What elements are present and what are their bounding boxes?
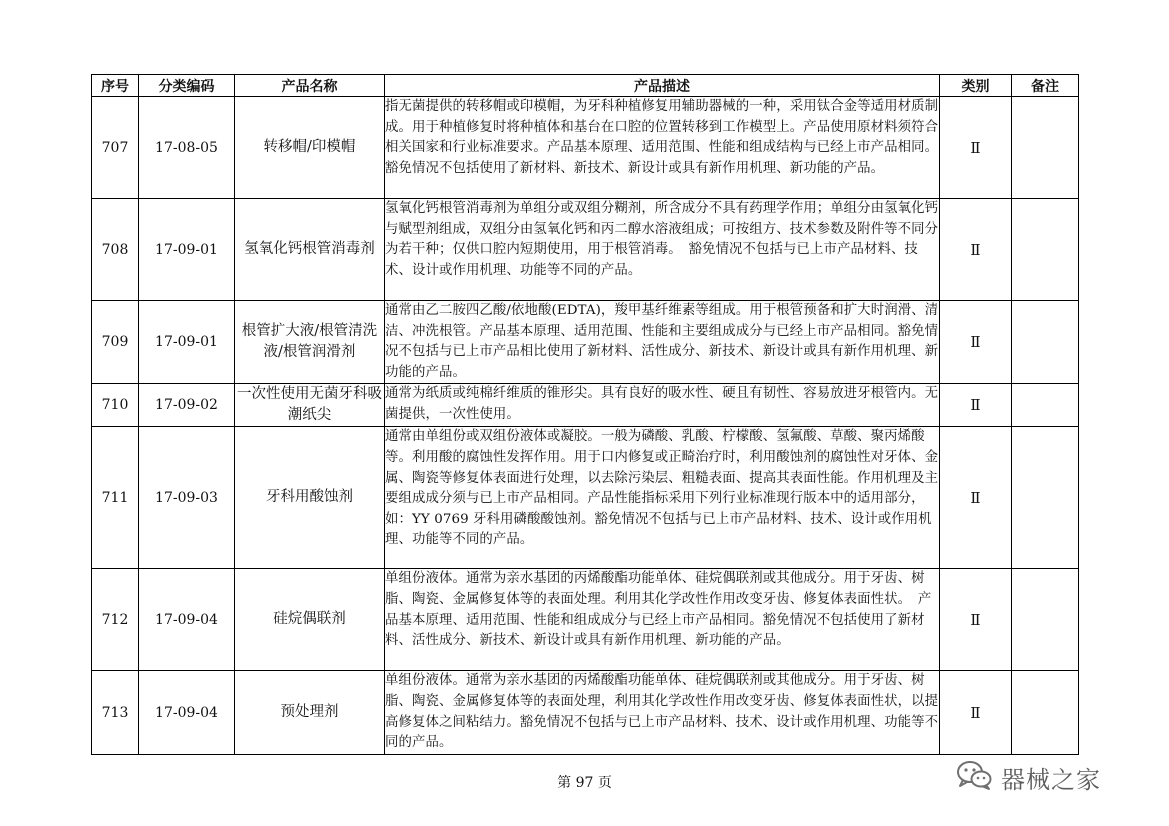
row-product-name: 氢氧化钙根管消毒剂	[235, 199, 385, 301]
row-serial: 707	[92, 97, 139, 199]
table-row	[92, 427, 1079, 569]
row-category-code: 17-09-01	[139, 199, 235, 301]
table-row	[92, 199, 1079, 301]
row-remarks	[1012, 384, 1079, 427]
row-product-description: 通常为纸质或纯棉纤维质的锥形尖。具有良好的吸水性、硬且有韧性、容易放进牙根管内。无菌提供，一次性使用。	[385, 384, 940, 427]
row-product-description: 单组份液体。通常为亲水基团的丙烯酸酯功能单体、硅烷偶联剂或其他成分。用于牙齿、树脂、陶瓷、金属修复体等的表面处理。利用其化学改性作用改变牙齿、修复体表面性状。 产品基本原理、适用范围、性能和组成成分与已经上市产品相同。豁免情况不包括使用了新材料、活性成分、新技术、新设计或具有新作用机理、新功能的产品。	[385, 569, 940, 671]
row-class: Ⅱ	[940, 384, 1012, 427]
row-product-description: 通常由单组份或双组份液体或凝胶。一般为磷酸、乳酸、柠檬酸、氢氟酸、草酸、聚丙烯酸等。利用酸的腐蚀性发挥作用。用于口内修复或正畸治疗时，利用酸蚀剂的腐蚀性对牙体、金属、陶瓷等修复体表面进行处理，以去除污染层、粗糙表面、提高其表面性能。作用机理及主要组成成分须与已上市产品相同。产品性能指标采用下列行业标准现行版本中的适用部分，如：YY 0769 牙科用磷酸酸蚀剂。豁免情况不包括与已上市产品材料、技术、设计或作用机理、功能等不同的产品。	[385, 427, 940, 569]
row-category-code: 17-08-05	[139, 97, 235, 199]
row-class: Ⅱ	[940, 671, 1012, 754]
row-remarks	[1012, 671, 1079, 754]
wechat-icon	[955, 759, 995, 795]
row-product-name: 预处理剂	[235, 671, 385, 754]
page-number: 第 97 页	[557, 775, 612, 791]
header-product-description: 产品描述	[385, 75, 940, 97]
row-remarks	[1012, 569, 1079, 671]
watermark-text: 器械之家	[1001, 765, 1101, 794]
table-row	[92, 671, 1079, 754]
watermark	[955, 760, 1101, 794]
row-serial: 712	[92, 569, 139, 671]
row-class: Ⅱ	[940, 427, 1012, 569]
row-category-code: 17-09-04	[139, 569, 235, 671]
row-serial: 711	[92, 427, 139, 569]
row-category-code: 17-09-02	[139, 384, 235, 427]
row-serial: 709	[92, 301, 139, 384]
header-category-code: 分类编码	[139, 75, 235, 97]
row-product-name: 转移帽/印模帽	[235, 97, 385, 199]
row-category-code: 17-09-04	[139, 671, 235, 754]
header-remarks: 备注	[1012, 75, 1079, 97]
table-row	[92, 301, 1079, 384]
row-product-description: 指无菌提供的转移帽或印模帽，为牙科种植修复用辅助器械的一种，采用钛合金等适用材质制成。用于种植修复时将种植体和基台在口腔的位置转移到工作模型上。产品使用原材料须符合相关国家和行业标准要求。产品基本原理、适用范围、性能和组成结构与已经上市产品相同。豁免情况不包括使用了新材料、新技术、新设计或具有新作用机理、新功能的产品。	[385, 97, 940, 199]
row-remarks	[1012, 301, 1079, 384]
row-product-name: 牙科用酸蚀剂	[235, 427, 385, 569]
row-serial: 710	[92, 384, 139, 427]
row-product-description: 单组份液体。通常为亲水基团的丙烯酸酯功能单体、硅烷偶联剂或其他成分。用于牙齿、树脂、陶瓷、金属修复体等的表面处理，利用其化学改性作用改变牙齿、修复体表面性状，以提高修复体之间粘结力。豁免情况不包括与已上市产品材料、技术、设计或作用机理、功能等不同的产品。	[385, 671, 940, 754]
row-remarks	[1012, 97, 1079, 199]
row-category-code: 17-09-03	[139, 427, 235, 569]
table-row	[92, 569, 1079, 671]
row-product-name: 根管扩大液/根管清洗液/根管润滑剂	[235, 301, 385, 384]
row-serial: 708	[92, 199, 139, 301]
row-remarks	[1012, 199, 1079, 301]
row-remarks	[1012, 427, 1079, 569]
table-row	[92, 384, 1079, 427]
row-product-description: 氢氧化钙根管消毒剂为单组分或双组分糊剂，所含成分不具有药理学作用；单组分由氢氧化钙与赋型剂组成，双组分由氢氧化钙和丙二醇水溶液组成；可按组方、技术参数及附件等不同分为若干种；仅供口腔内短期使用，用于根管消毒。 豁免情况不包括与已上市产品材料、技术、设计或作用机理、功能等不同的产品。	[385, 199, 940, 301]
row-serial: 713	[92, 671, 139, 754]
header-class: 类别	[940, 75, 1012, 97]
row-category-code: 17-09-01	[139, 301, 235, 384]
row-class: Ⅱ	[940, 199, 1012, 301]
table-row	[92, 97, 1079, 199]
product-table	[91, 74, 1079, 755]
row-class: Ⅱ	[940, 301, 1012, 384]
row-class: Ⅱ	[940, 97, 1012, 199]
header-row	[92, 75, 1079, 97]
row-class: Ⅱ	[940, 569, 1012, 671]
row-product-name: 硅烷偶联剂	[235, 569, 385, 671]
row-product-description: 通常由乙二胺四乙酸/依地酸(EDTA)，羧甲基纤维素等组成。用于根管预备和扩大时润滑、清洁、冲洗根管。产品基本原理、适用范围、性能和主要组成成分与已经上市产品相同。豁免情况不包括与已上市产品相比使用了新材料、活性成分、新技术、新设计或具有新作用机理、新功能的产品。	[385, 301, 940, 384]
header-serial: 序号	[92, 75, 139, 97]
row-product-name: 一次性使用无菌牙科吸潮纸尖	[235, 384, 385, 427]
header-product-name: 产品名称	[235, 75, 385, 97]
